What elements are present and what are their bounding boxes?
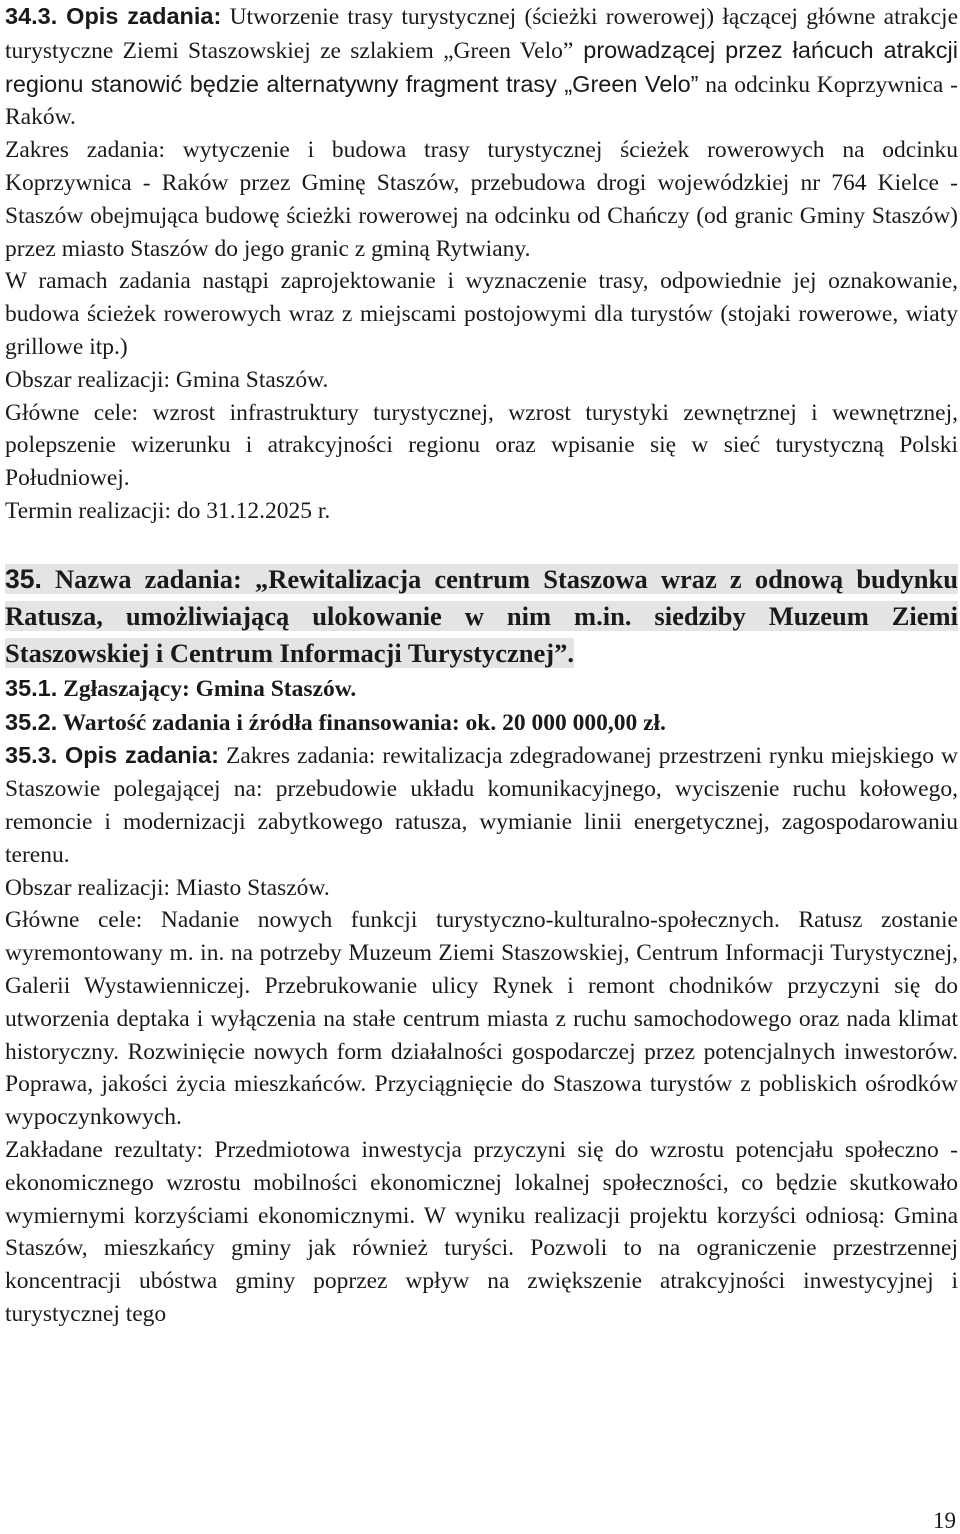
- s34-description: [5, 0, 958, 134]
- document-page: [5, 0, 958, 1331]
- s35-title-number: 35.: [5, 563, 42, 594]
- s34-description-text-b: prowadzącej przez łańcuch atrakcji regionu stanowić będzie alternatywny fragment trasy „Green Velo”: [5, 36, 958, 97]
- s34-framework: W ramach zadania nastąpi zaprojektowanie i wyznaczenie trasy, odpowiednie jej oznakowanie, budowa ścieżek rowerowych wraz z miejscami postojowymi dla turystów (stojaki rowerowe, wiaty grillowe itp.): [5, 268, 958, 360]
- s34-description-text-c: na odcinku Koprzywnica - Raków.: [5, 71, 958, 131]
- s35-applicant: [5, 672, 958, 706]
- s35-value-text: Wartość zadania i źródła finansowania: ok. 20 000 000,00 zł.: [57, 709, 666, 736]
- s34-description-text-a: Utworzenie trasy turystycznej (ścieżki rowerowej) łączącej główne atrakcje turystyczne Ziemi Staszowskiej ze szlakiem „Green Velo”: [5, 4, 958, 64]
- s35-title: [5, 561, 958, 672]
- s35-applicant-number: 35.1.: [5, 674, 58, 701]
- s34-area: Obszar realizacji: Gmina Staszów.: [5, 366, 329, 393]
- s34-scope: Zakres zadania: wytyczenie i budowa trasy turystycznej ścieżek rowerowych na odcinku Koprzywnica - Raków przez Gminę Staszów, przebudowa drogi wojewódzkiej nr 764 Kielce - Staszów obejmująca budowę ścieżki rowerowej na odcinku od Chańczy (od granic Gminy Staszów) przez miasto Staszów do jego granic z gminą Rytwiany.: [5, 137, 958, 262]
- s35-area: Obszar realizacji: Miasto Staszów.: [5, 874, 330, 901]
- s34-goals: Główne cele: wzrost infrastruktury turystycznej, wzrost turystyki zewnętrznej i wewnętrznej, polepszenie wizerunku i atrakcyjności regionu oraz wpisanie się w sieć turystyczną Polski Południowej.: [5, 399, 958, 492]
- section-gap: [5, 528, 958, 561]
- page-number: 19: [933, 1508, 956, 1533]
- s34-description-label: 34.3. Opis zadania:: [5, 3, 222, 29]
- s35-applicant-text: Zgłaszający: Gmina Staszów.: [57, 675, 357, 702]
- s35-description: [5, 739, 958, 871]
- s35-value-number: 35.2.: [5, 708, 58, 735]
- s35-description-label: 35.3. Opis zadania:: [5, 742, 219, 769]
- s35-value: [5, 706, 958, 740]
- s35-description-text: Zakres zadania: rewitalizacja zdegradowanej przestrzeni rynku miejskiego w Staszowie polegającej na: przebudowie układu komunikacyjnego, wyciszenie ruchu kołowego, remoncie i modernizacji zabytkowego ratusza, wymianie linii energetycznej, zagospodarowaniu terenu.: [5, 743, 958, 868]
- s35-results: Zakładane rezultaty: Przedmiotowa inwestycja przyczyni się do wzrostu potencjału społeczno - ekonomicznego wzrostu mobilności ekonomicznej lokalnej społeczności, co będzie skutkowało wymiernymi korzyściami ekonomicznymi. W wyniku realizacji projektu korzyści odniosą: Gmina Staszów, mieszkańcy gminy jak również turyści. Pozwoli to na ograniczenie przestrzennej koncentracji ubóstwa gminy poprzez wpływ na zwiększenie atrakcyjności inwestycyjnej i turystycznej tego: [5, 1136, 958, 1327]
- s35-title-highlight: [5, 564, 958, 668]
- s35-title-text: Nazwa zadania: „Rewitalizacja centrum Staszowa wraz z odnową budynku Ratusza, umożliwiającą ulokowanie w nim m.in. siedziby Muzeum Ziemi Staszowskiej i Centrum Informacji Turystycznej”.: [5, 563, 958, 668]
- s35-goals: Główne cele: Nadanie nowych funkcji turystyczno-kulturalno-społecznych. Ratusz zostanie wyremontowany m. in. na potrzeby Muzeum Ziemi Staszowskiej, Centrum Informacji Turystycznej, Galerii Wystawienniczej. Przebrukowanie ulicy Rynek i remont chodników przyczyni się do utworzenia deptaka i wyłączenia na stałe centrum miasta z ruchu samochodowego oraz nada klimat historyczny. Rozwinięcie nowych form działalności gospodarczej przez potencjalnych inwestorów. Poprawa, jakości życia mieszkańców. Przyciągnięcie do Staszowa turystów z pobliskich ośrodków wypoczynkowych.: [5, 907, 958, 1131]
- s34-deadline: Termin realizacji: do 31.12.2025 r.: [5, 497, 331, 524]
